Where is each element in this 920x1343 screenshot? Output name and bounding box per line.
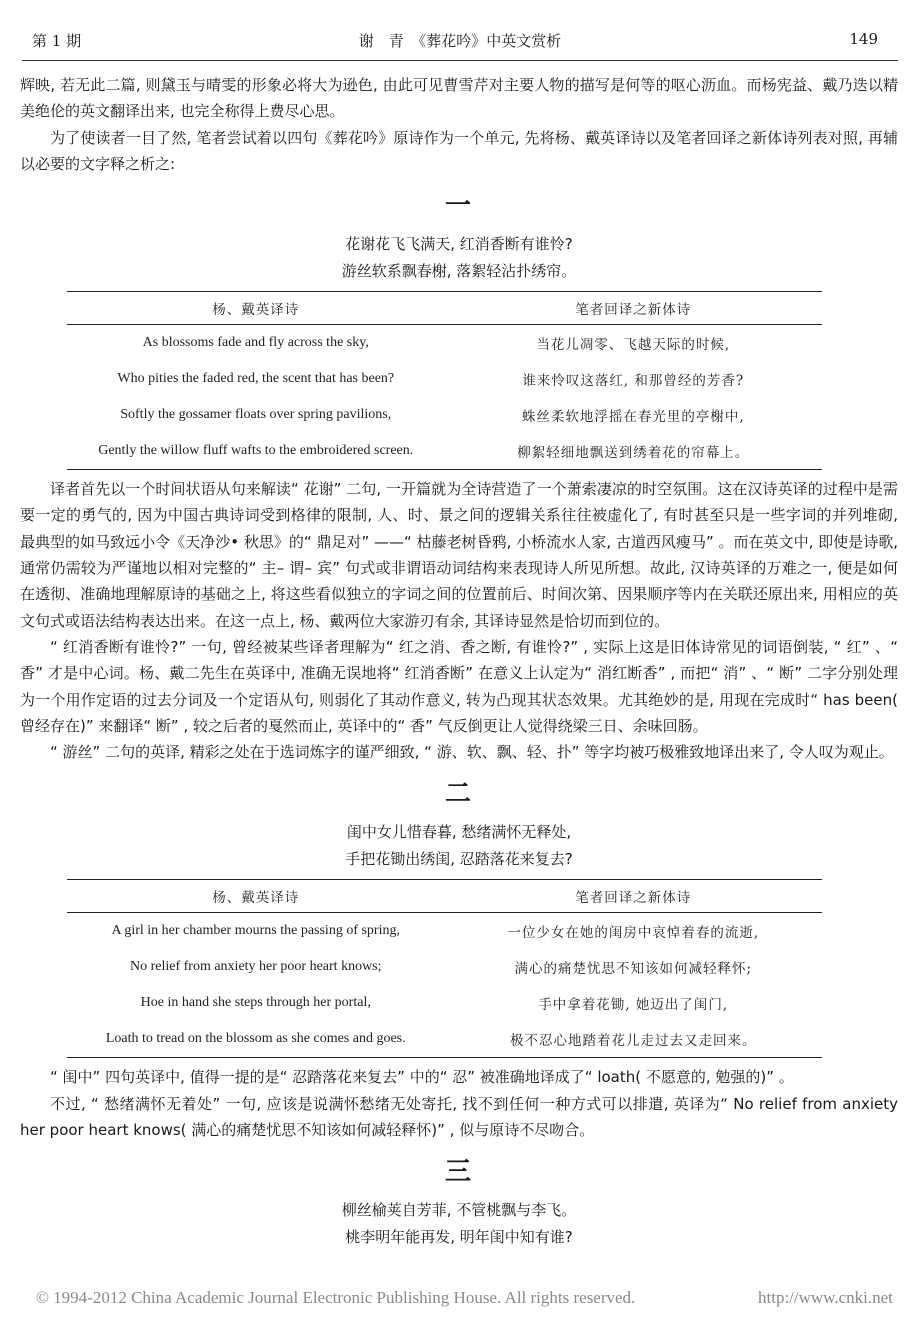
column-header: 笔者回译之新体诗 bbox=[445, 880, 823, 913]
poem-line: 柳丝榆荚自芳菲, 不管桃飘与李飞。 bbox=[341, 1201, 577, 1220]
table-row bbox=[67, 1021, 822, 1058]
english-line: Gently the willow fluff wafts to the embroidered screen. bbox=[67, 433, 445, 470]
copyright-text: © 1994-2012 China Academic Journal Electronic Publishing House. All rights reserved. bbox=[36, 1288, 636, 1307]
chinese-line: 柳絮轻细地飘送到绣着花的帘幕上。 bbox=[445, 433, 823, 470]
poem-line: 闺中女儿惜春暮, 愁绪满怀无释处, bbox=[346, 823, 572, 842]
english-line: Hoe in hand she steps through her portal, bbox=[140, 995, 371, 1011]
column-header: 笔者回译之新体诗 bbox=[445, 292, 823, 325]
body-paragraph: 辉映, 若无此二篇, 则黛玉与晴雯的形象必将大为逊色, 由此可见曹雪芹对主要人物的描写是何等的呕心沥血。而杨宪益、戴乃迭以精美绝伦的英文翻译出来, 也完全称得上费尽心思。 bbox=[20, 76, 898, 121]
english-line: A girl in her chamber mourns the passing of spring, bbox=[111, 923, 400, 939]
column-header: 杨、戴英译诗 bbox=[67, 880, 445, 913]
site-url: http://www.cnki.net bbox=[758, 1288, 893, 1307]
table-row bbox=[67, 985, 822, 1021]
table-row bbox=[67, 325, 822, 362]
poem-line: 游丝软系飘春榭, 落絮轻沾扑绣帘。 bbox=[341, 262, 577, 281]
copyright-footer bbox=[36, 1288, 916, 1308]
table-row bbox=[67, 949, 822, 985]
translation-table bbox=[67, 291, 822, 470]
translation-table bbox=[67, 879, 822, 1058]
table-row bbox=[67, 397, 822, 433]
table-row bbox=[67, 433, 822, 470]
english-line: As blossoms fade and fly across the sky, bbox=[142, 335, 369, 351]
chinese-line: 手中拿着花锄, 她迈出了闺门, bbox=[538, 997, 729, 1014]
chinese-line: 极不忍心地踏着花儿走过去又走回来。 bbox=[445, 1021, 823, 1058]
body-paragraph: 为了使读者一目了然, 笔者尝试着以四句《葬花吟》原诗作为一个单元, 先将杨、戴英译诗以及笔者回译之新体诗列表对照, 再辅以必要的文字释之析之: bbox=[20, 128, 898, 173]
section-number: 二 bbox=[444, 779, 473, 810]
table-header-row bbox=[67, 880, 822, 913]
body-paragraph: “ 闺中” 四句英译中, 值得一提的是“ 忍踏落花来复去” 中的“ 忍” 被准确地译成了“ loath( 不愿意的, 勉强的)” 。 bbox=[50, 1068, 794, 1087]
table-row bbox=[67, 361, 822, 397]
english-line: Loath to tread on the blossom as she comes and goes. bbox=[67, 1021, 445, 1058]
section-number: 三 bbox=[444, 1157, 473, 1188]
poem-line: 手把花锄出绣闺, 忍踏落花来复去? bbox=[345, 850, 573, 869]
table-row bbox=[67, 913, 822, 950]
chinese-line: 一位少女在她的闺房中哀悼着春的流逝, bbox=[507, 925, 760, 942]
chinese-line: 谁来怜叹这落红, 和那曾经的芳香? bbox=[522, 373, 745, 390]
chinese-line: 当花儿凋零、飞越天际的时候, bbox=[536, 337, 731, 354]
chinese-line: 蛛丝柔软地浮摇在春光里的亭榭中, bbox=[521, 409, 745, 426]
english-line: Who pities the faded red, the scent that has been? bbox=[117, 371, 395, 387]
english-line: No relief from anxiety her poor heart knows; bbox=[129, 959, 382, 975]
chinese-line: 满心的痛楚忧思不知该如何减轻释怀; bbox=[514, 961, 753, 978]
body-paragraph: “ 游丝” 二句的英译, 精彩之处在于选词炼字的谨严细致, “ 游、软、飘、轻、扑” 等字均被巧极雅致地译出来了, 令人叹为观止。 bbox=[50, 743, 894, 762]
poem-line: 花谢花飞飞满天, 红消香断有谁怜? bbox=[345, 235, 573, 254]
section-number: 一 bbox=[444, 191, 473, 222]
english-line: Softly the gossamer floats over spring pavilions, bbox=[120, 407, 392, 423]
column-header: 杨、戴英译诗 bbox=[67, 292, 445, 325]
poem-line: 桃李明年能再发, 明年闺中知有谁? bbox=[345, 1228, 573, 1247]
article-body bbox=[20, 72, 898, 1251]
body-paragraph: 不过, “ 愁绪满怀无着处” 一句, 应该是说满怀愁绪无处寄托, 找不到任何一种方式可以排遣, 英译为“ No relief from anxiety her poor heart knows( 满心的痛楚忧思不知该如何减轻释怀)” , 似与原诗不尽吻合。 bbox=[20, 1094, 898, 1140]
body-paragraph: 译者首先以一个时间状语从句来解读“ 花谢” 二句, 一开篇就为全诗营造了一个萧索凄凉的时空氛围。这在汉诗英译的过程中是需要一定的勇气的, 因为中国古典诗词受到格律的限制, 人、时、景之间的逻辑关系往往被虚化了, 有时甚至只是一些字词的并列堆砌, 最典型的如马致远小令《天净沙• 秋思》的“ 鼎足对” ——“ 枯藤老树昏鸦, 小桥流水人家, 古道西风瘦马” 。而在英文中, 即使是诗歌, 通常仍需较为严谨地以相对完整的“ 主– 谓– 宾” 句式或非谓语动词结构来表现诗人所见所想。故此, 汉诗英译的万难之一, 便是如何在透彻、准确地理解原诗的基础之上, 将这些看似独立的字词之间的位置前后、时间次第、因果顺序等内在关联还原出来, 用相应的英文句式或语法结构表达出来。在这一点上, 杨、戴两位大家游刃有余, 其译诗显然是恰切而到位的。 bbox=[20, 480, 898, 630]
page-number: 149 bbox=[849, 30, 878, 48]
issue-label: 第 1 期 bbox=[32, 32, 82, 50]
table-header-row bbox=[67, 292, 822, 325]
running-header bbox=[22, 30, 898, 54]
header-rule bbox=[22, 60, 898, 61]
body-paragraph: “ 红消香断有谁怜?” 一句, 曾经被某些译者理解为“ 红之消、香之断, 有谁怜?” , 实际上这是旧体诗常见的词语倒装, “ 红” 、“ 香” 才是中心词。杨、戴二先生在英译中, 准确无误地将“ 红消香断” 在意义上认定为“ 消红断香” , 而把“ 消” 、“ 断” 二字分别处理为一个用作定语的过去分词及一个定语从句, 则弱化了其动作意义, 转为凸现其状态效果。尤其绝妙的是, 用现在完成时“ has been( 曾经存在)” 来翻译“ 断” , 较之后者的戛然而止, 英译中的“ 香” 气反倒更让人觉得绕梁三日、余味回肠。 bbox=[20, 637, 898, 735]
article-title: 谢 青 《葬花吟》中英文赏析 bbox=[358, 32, 562, 50]
